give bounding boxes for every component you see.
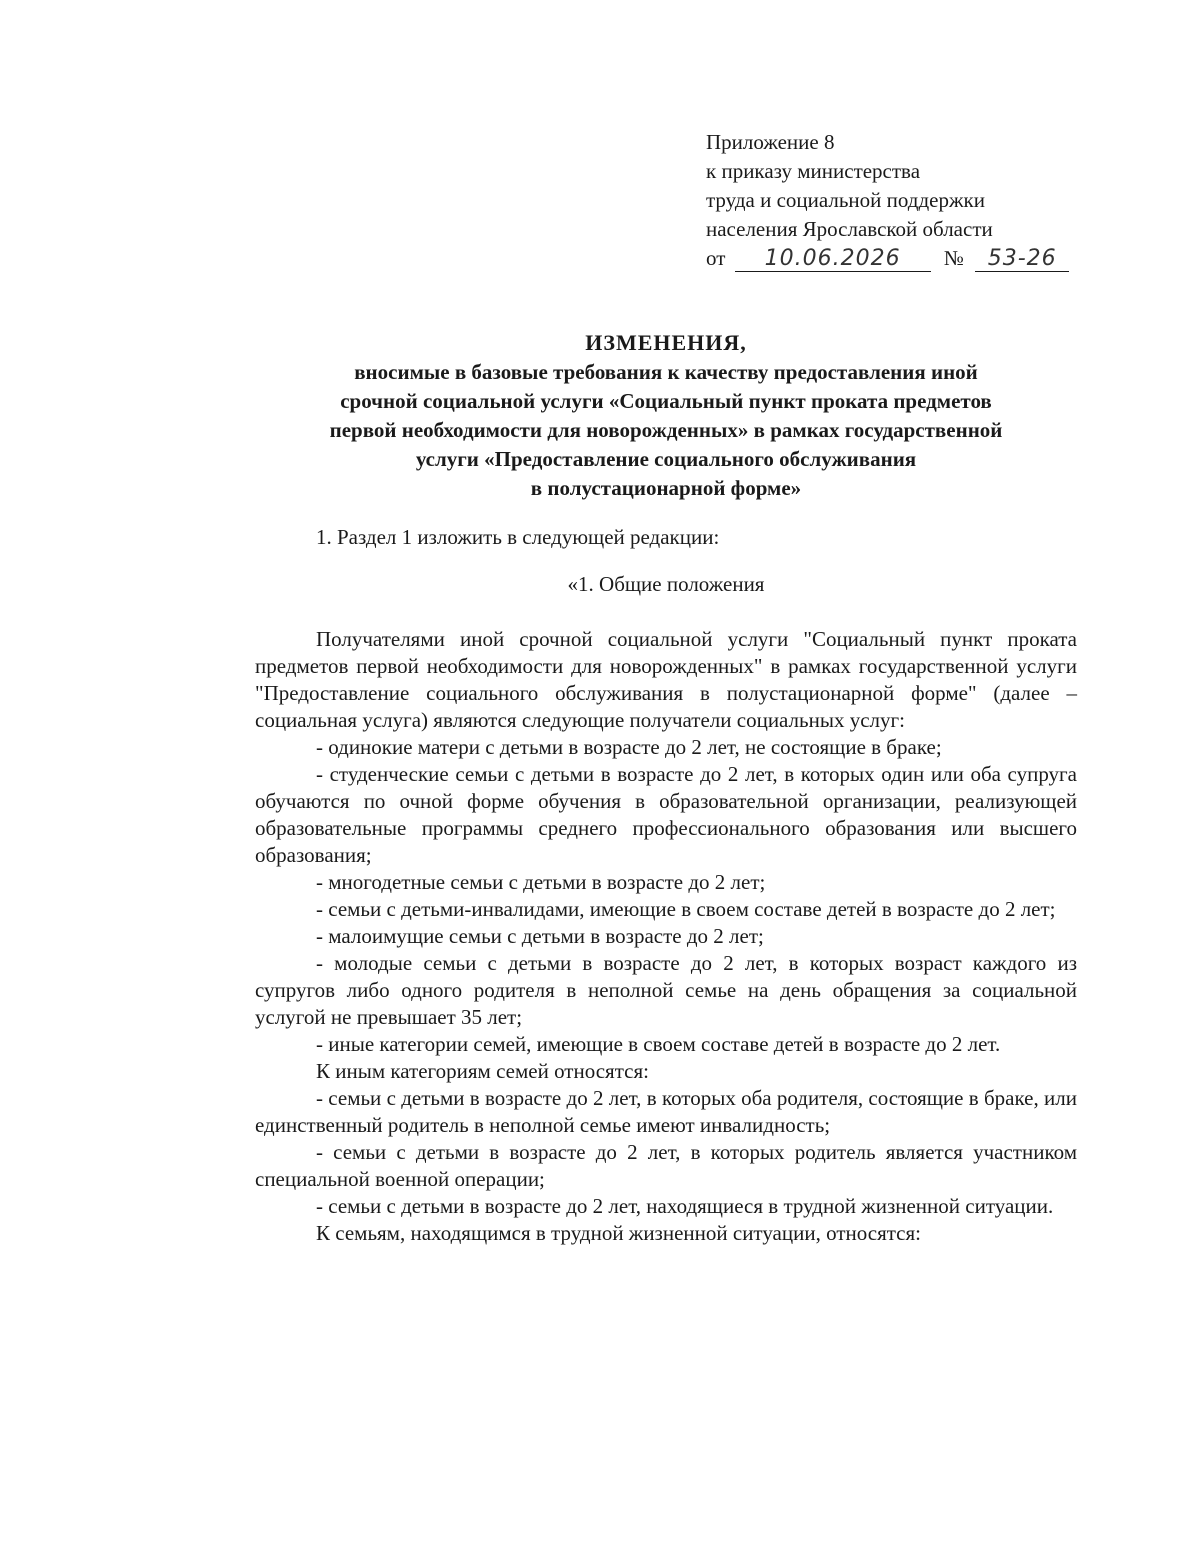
list-item-young-families: - молодые семьи с детьми в возрасте до 2 лет, в которых возраст каждого из супругов либо одного родителя в неполной семье на день обращения за социальной услугой не превышает 35 лет; [255, 951, 1077, 1029]
document-body [255, 524, 1077, 1247]
title-line-3: первой необходимости для новорожденных» в рамках государственной [329, 418, 1003, 442]
appendix-line-4: населения Ярославской области [706, 217, 993, 241]
title-line-4: услуги «Предоставление социального обслуживания [415, 447, 917, 471]
list-item-low-income-families: - малоимущие семьи с детьми в возрасте до 2 лет; [316, 924, 764, 948]
amendment-intro: 1. Раздел 1 изложить в следующей редакции: [316, 525, 720, 549]
appendix-header [706, 128, 1106, 273]
appendix-line-1: Приложение 8 [706, 130, 835, 154]
appendix-line-3: труда и социальной поддержки [706, 188, 985, 212]
list-item-difficult-situation: - семьи с детьми в возрасте до 2 лет, находящиеся в трудной жизненной ситуации. [316, 1194, 1054, 1218]
list-item-large-families: - многодетные семьи с детьми в возрасте до 2 лет; [316, 870, 766, 894]
order-number-handwritten: 53-26 [975, 247, 1069, 272]
title-main: ИЗМЕНЕНИЯ, [585, 330, 747, 355]
order-date-line [706, 244, 1106, 273]
paragraph-recipients: Получателями иной срочной социальной услуги "Социальный пункт проката предметов первой необходимости для новорожденных" в рамках государственной услуги "Предоставление социального обслуживания в полустационарной форме" (далее – социальная услуга) являются следующие получатели социальных услуг: [255, 627, 1077, 732]
paragraph-other-categories-heading: К иным категориям семей относятся: [316, 1059, 649, 1083]
title-line-2: срочной социальной услуги «Социальный пункт проката предметов [340, 389, 992, 413]
title-line-5: в полустационарной форме» [530, 476, 802, 500]
paragraph-difficult-situation-heading: К семьям, находящимся в трудной жизненной ситуации, относятся: [316, 1221, 921, 1245]
list-item-student-families: - студенческие семьи с детьми в возрасте до 2 лет, в которых один или оба супруга обучаются по очной форме обучения в образовательной организации, реализующей образовательные программы среднего профессионального образования или высшего образования; [255, 762, 1077, 867]
document-title [255, 328, 1077, 503]
list-item-disabled-parents: - семьи с детьми в возрасте до 2 лет, в которых оба родителя, состоящие в браке, или единственный родитель в неполной семье имеют инвалидность; [255, 1086, 1077, 1137]
list-item-disabled-children-families: - семьи с детьми-инвалидами, имеющие в своем составе детей в возрасте до 2 лет; [316, 897, 1056, 921]
date-prefix: от [706, 246, 726, 270]
number-prefix: № [943, 246, 964, 270]
list-item-other-categories: - иные категории семей, имеющие в своем составе детей в возрасте до 2 лет. [316, 1032, 1001, 1056]
list-item-svo-participants: - семьи с детьми в возрасте до 2 лет, в которых родитель является участником специальной военной операции; [255, 1140, 1077, 1191]
section-heading: «1. Общие положения [567, 572, 765, 596]
appendix-line-2: к приказу министерства [706, 159, 921, 183]
order-date-handwritten: 10.06.2026 [735, 247, 931, 272]
title-line-1: вносимые в базовые требования к качеству предоставления иной [354, 360, 978, 384]
list-item-single-mothers: - одинокие матери с детьми в возрасте до 2 лет, не состоящие в браке; [316, 735, 942, 759]
